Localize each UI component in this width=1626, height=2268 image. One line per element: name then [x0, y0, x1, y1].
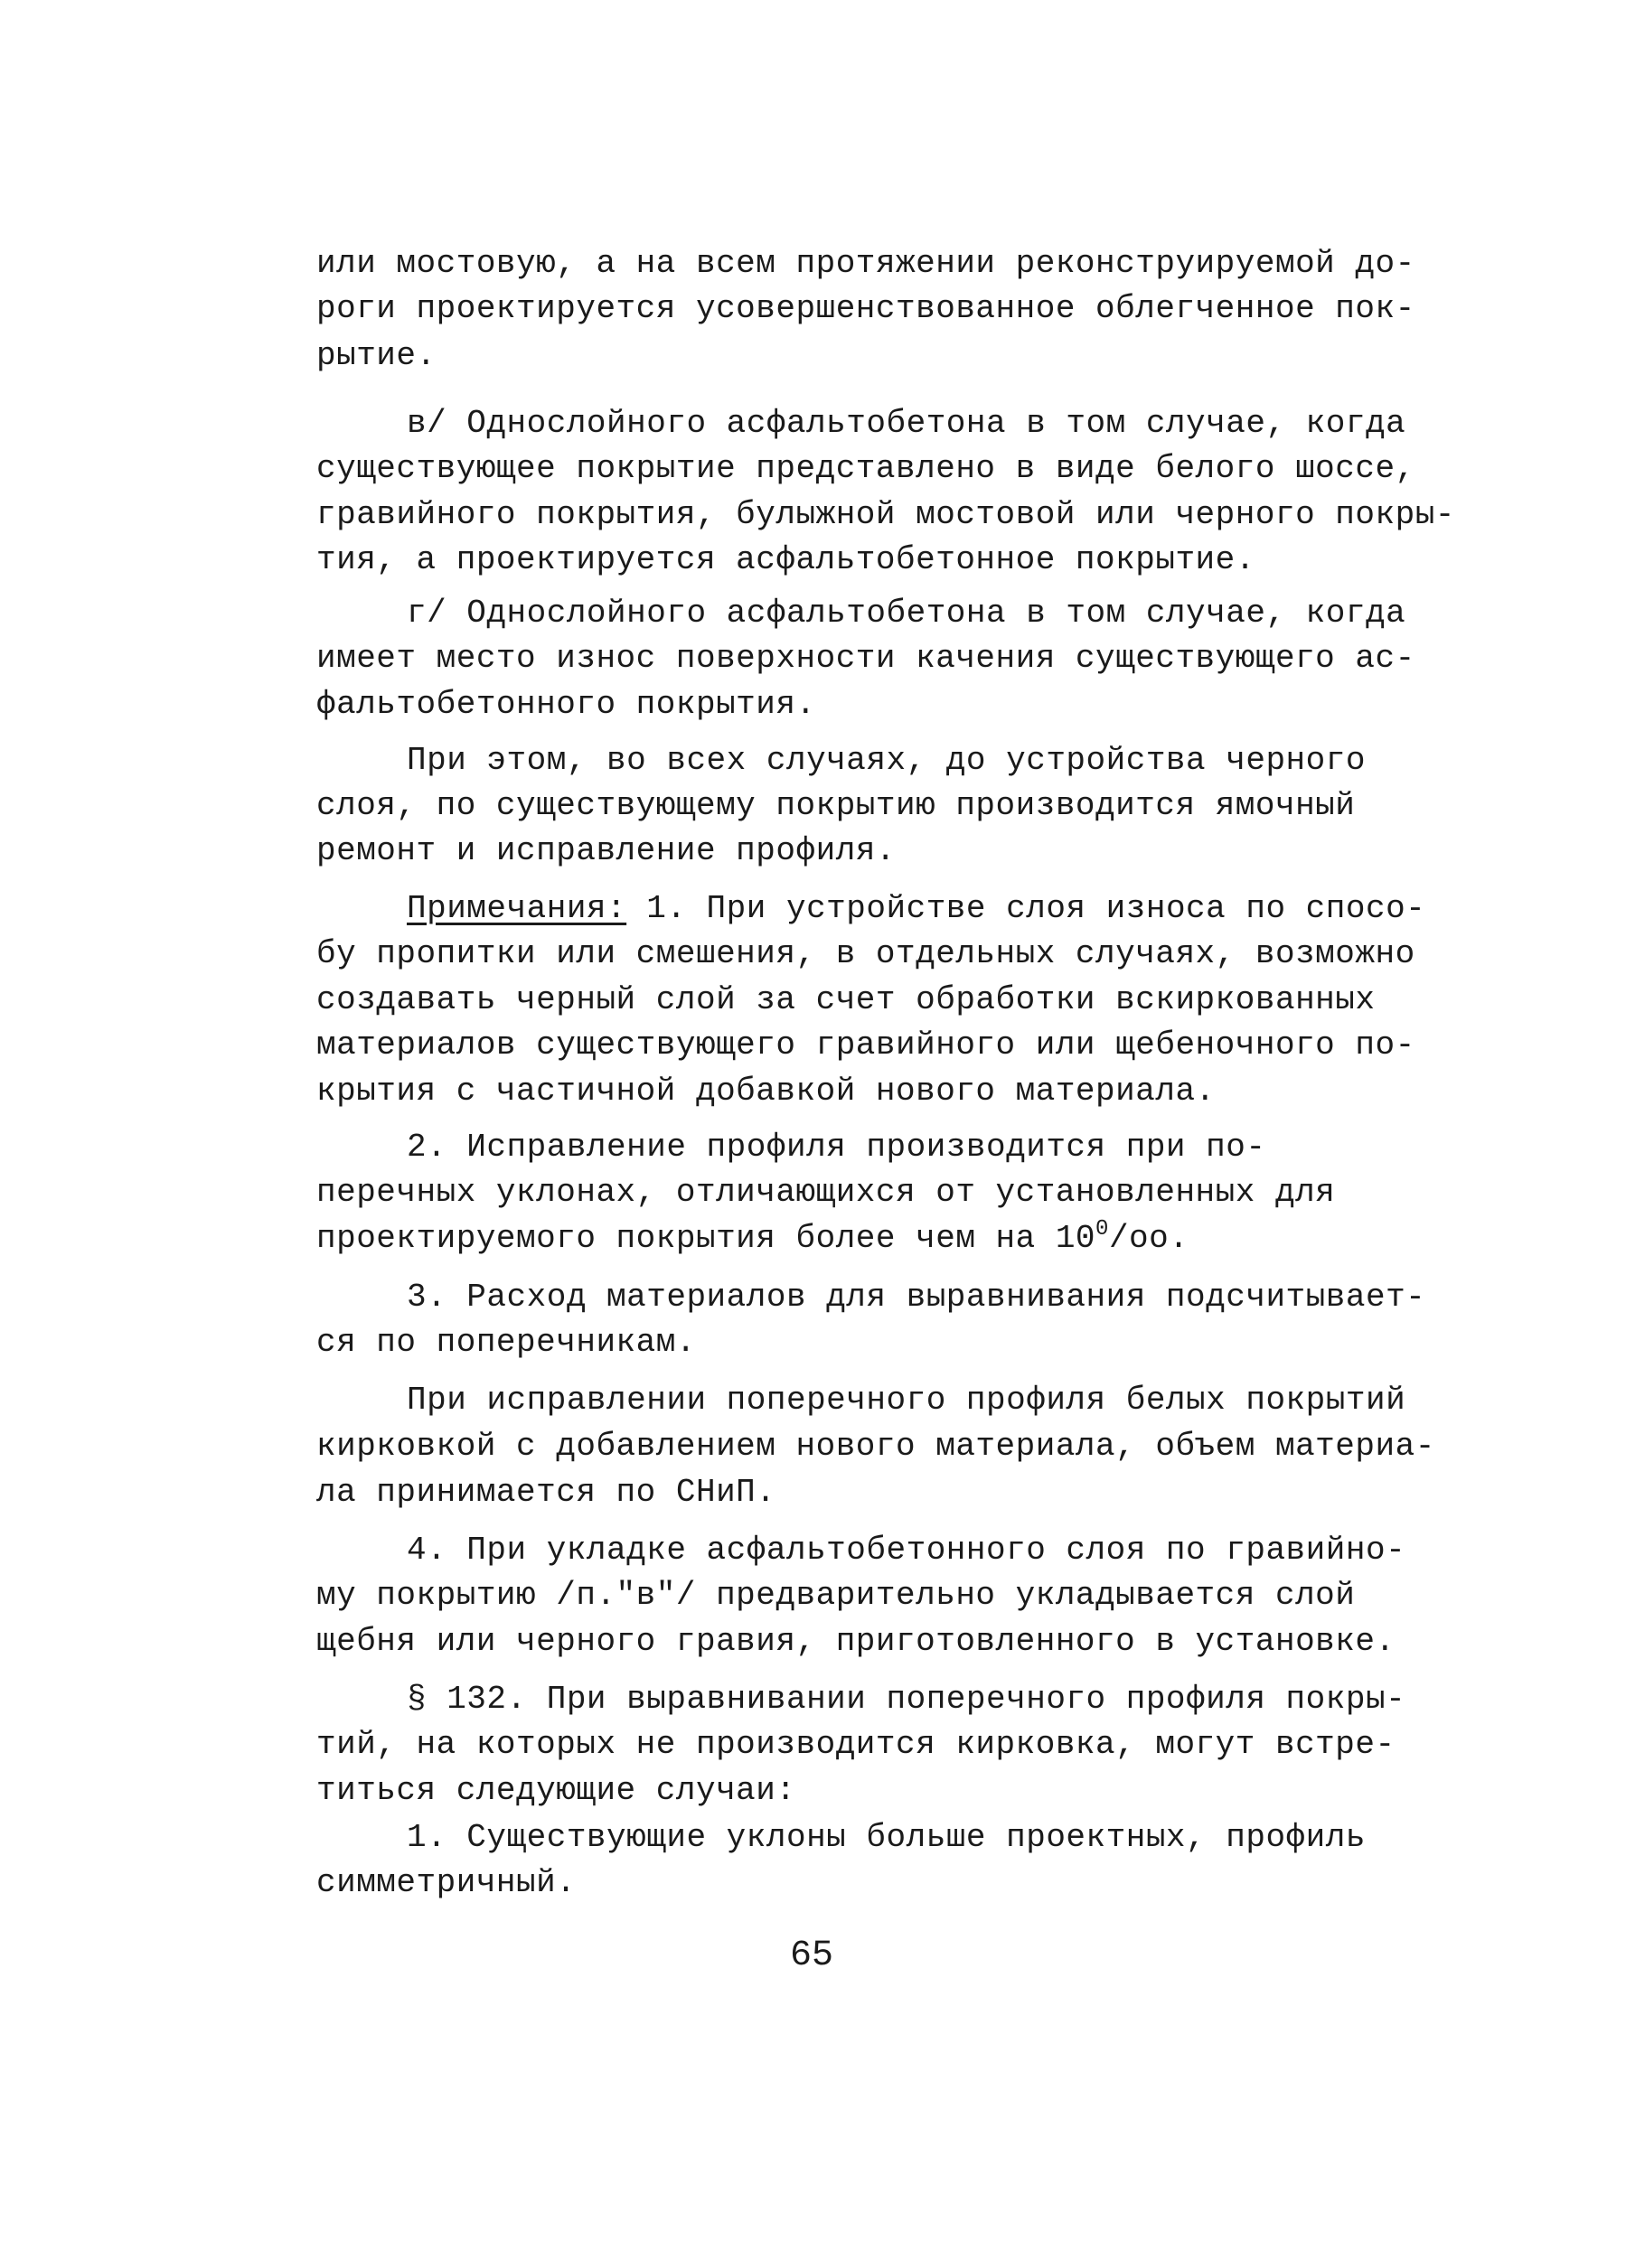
- text-line: гравийного покрытия, булыжной мостовой или черного покры-: [316, 496, 1455, 533]
- text-line: 4. При укладке асфальтобетонного слоя по гравийно-: [407, 1532, 1406, 1569]
- text-line: фальтобетонного покрытия.: [316, 686, 816, 723]
- text-line: ся по поперечникам.: [316, 1324, 696, 1361]
- text-line: ремонт и исправление профиля.: [316, 832, 897, 869]
- text-line: § 132. При выравнивании поперечного профиля покры-: [407, 1681, 1406, 1718]
- text-line: симметричный.: [316, 1864, 577, 1901]
- text-line: тия, а проектируется асфальтобетонное покрытие.: [316, 541, 1255, 578]
- degree-superscript: 0: [1095, 1217, 1109, 1242]
- text-line: тий, на которых не производится кирковка, могут встре-: [316, 1726, 1396, 1763]
- text-line: При исправлении поперечного профиля белых покрытий: [407, 1382, 1406, 1419]
- text-line: имеет место износ поверхности качения существующего ас-: [316, 640, 1415, 677]
- page-number: 65: [790, 1935, 834, 1976]
- note-text: 1. При устройстве слоя износа по спосо-: [646, 890, 1426, 927]
- text-line: При этом, во всех случаях, до устройства черного: [407, 742, 1366, 779]
- text-line: создавать черный слой за счет обработки вскиркованных: [316, 981, 1376, 1018]
- text-line: титься следующие случаи:: [316, 1772, 796, 1809]
- text-segment: /оо.: [1108, 1220, 1189, 1257]
- text-line: или мостовую, а на всем протяжении реконструируемой до-: [316, 245, 1415, 282]
- text-line: бу пропитки или смешения, в отдельных случаях, возможно: [316, 935, 1415, 972]
- text-line: крытия с частичной добавкой нового материала.: [316, 1073, 1216, 1110]
- text-line: 2. Исправление профиля производится при по-: [407, 1129, 1266, 1166]
- text-segment: проектируемого покрытия более чем на 10: [316, 1220, 1096, 1257]
- text-line: в/ Однослойного асфальтобетона в том случае, когда: [407, 405, 1406, 442]
- text-line: существующее покрытие представлено в виде белого шоссе,: [316, 450, 1415, 487]
- text-line: ла принимается по СНиП.: [316, 1474, 776, 1511]
- text-line: материалов существующего гравийного или щебеночного по-: [316, 1026, 1415, 1064]
- text-line: перечных уклонах, отличающихся от установленных для: [316, 1174, 1336, 1211]
- note-line: [407, 887, 1425, 931]
- text-line: щебня или черного гравия, приготовленного в установке.: [316, 1623, 1396, 1660]
- text-line: 3. Расход материалов для выравнивания подсчитывает-: [407, 1279, 1426, 1316]
- text-line: рытие.: [316, 337, 437, 374]
- text-line: роги проектируется усовершенствованное облегченное пок-: [316, 290, 1415, 327]
- degree-line: [316, 1217, 1189, 1261]
- text-line: г/ Однослойного асфальтобетона в том случае, когда: [407, 595, 1406, 632]
- text-line: 1. Существующие уклоны больше проектных, профиль: [407, 1819, 1366, 1856]
- note-label: Примечания:: [407, 890, 627, 927]
- text-line: кирковкой с добавлением нового материала, объем материа-: [316, 1428, 1435, 1465]
- text-line: му покрытию /п."в"/ предварительно укладывается слой: [316, 1577, 1356, 1614]
- text-line: слоя, по существующему покрытию производится ямочный: [316, 787, 1356, 824]
